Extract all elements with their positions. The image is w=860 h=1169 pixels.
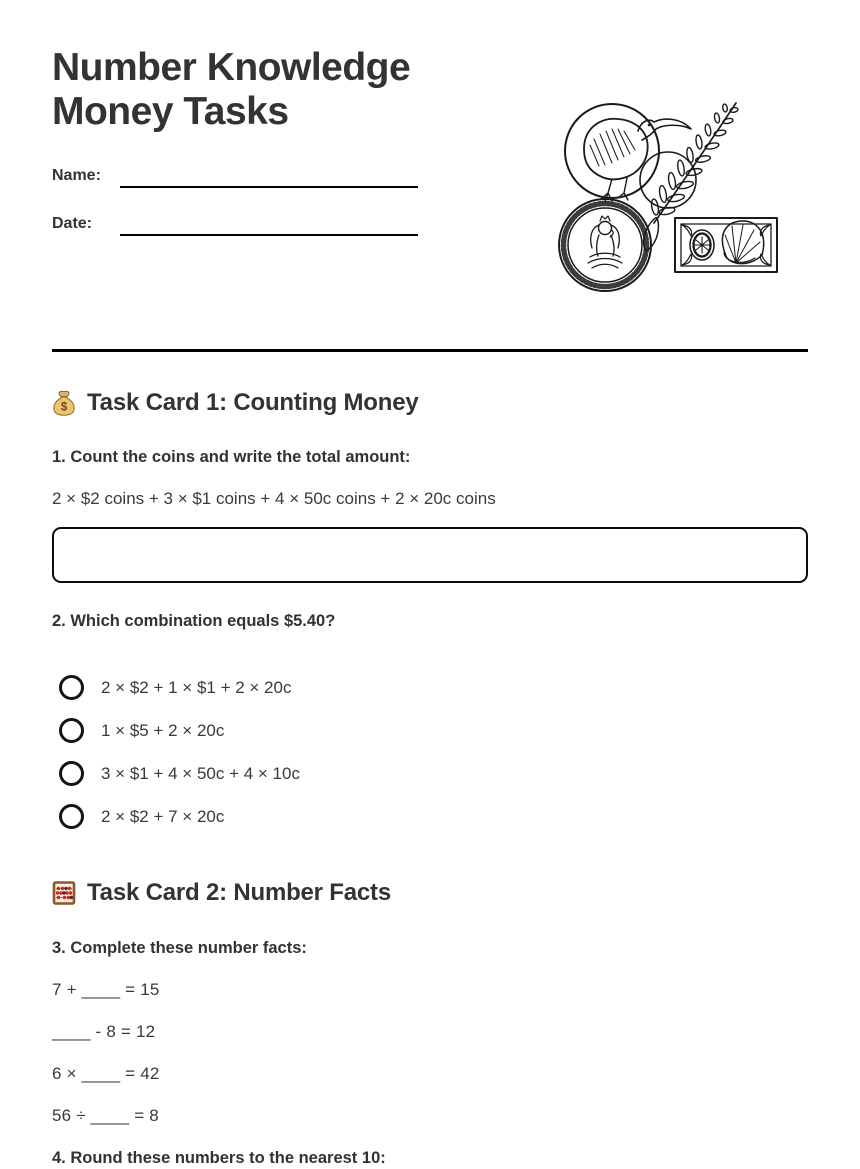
radio-button[interactable] <box>59 761 84 786</box>
number-fact-line: 7 + ____ = 15 <box>52 980 160 999</box>
radio-button[interactable] <box>59 718 84 743</box>
question1-expression: 2 × $2 coins + 3 × $1 coins + 4 × 50c coins + 2 × 20c coins <box>52 489 496 508</box>
question2-options <box>52 675 808 829</box>
option-row <box>52 675 808 700</box>
name-label: Name: <box>52 167 101 184</box>
question1-answer-box[interactable] <box>52 527 808 583</box>
option-row <box>52 804 808 829</box>
question1-label: 1. Count the coins and write the total amount: <box>52 448 411 466</box>
date-input[interactable] <box>120 212 418 236</box>
radio-button[interactable] <box>59 804 84 829</box>
option-label: 2 × $2 + 1 × $1 + 2 × 20c <box>101 678 292 697</box>
option-label: 3 × $1 + 4 × 50c + 4 × 10c <box>101 764 300 783</box>
name-input[interactable] <box>120 164 418 188</box>
nz-money-illustration <box>550 85 805 300</box>
option-row <box>52 718 808 743</box>
option-label: 2 × $2 + 7 × 20c <box>101 807 225 826</box>
question3-label: 3. Complete these number facts: <box>52 939 307 957</box>
task1-heading-text: Task Card 1: Counting Money <box>87 389 419 416</box>
question4-label: 4. Round these numbers to the nearest 10: <box>52 1149 386 1167</box>
number-fact-line: 6 × ____ = 42 <box>52 1064 160 1083</box>
svg-text:$: $ <box>60 401 68 414</box>
seal-coin-icon <box>559 199 651 291</box>
abacus-icon <box>52 880 76 906</box>
task2-heading <box>52 878 808 908</box>
fern-coin-icon <box>640 103 738 251</box>
section-divider <box>52 349 808 352</box>
radio-button[interactable] <box>59 675 84 700</box>
option-label: 1 × $5 + 2 × 20c <box>101 721 225 740</box>
task1-heading <box>52 388 808 418</box>
money-bag-icon <box>52 390 76 416</box>
number-fact-line: 56 ÷ ____ = 8 <box>52 1106 159 1125</box>
page-title: Number Knowledge Money Tasks <box>52 46 411 133</box>
option-row <box>52 761 808 786</box>
number-fact-line: ____ - 8 = 12 <box>52 1022 156 1041</box>
banknote-icon <box>675 218 777 272</box>
task2-heading-text: Task Card 2: Number Facts <box>87 879 391 906</box>
question2-label: 2. Which combination equals $5.40? <box>52 612 336 630</box>
date-label: Date: <box>52 215 93 232</box>
